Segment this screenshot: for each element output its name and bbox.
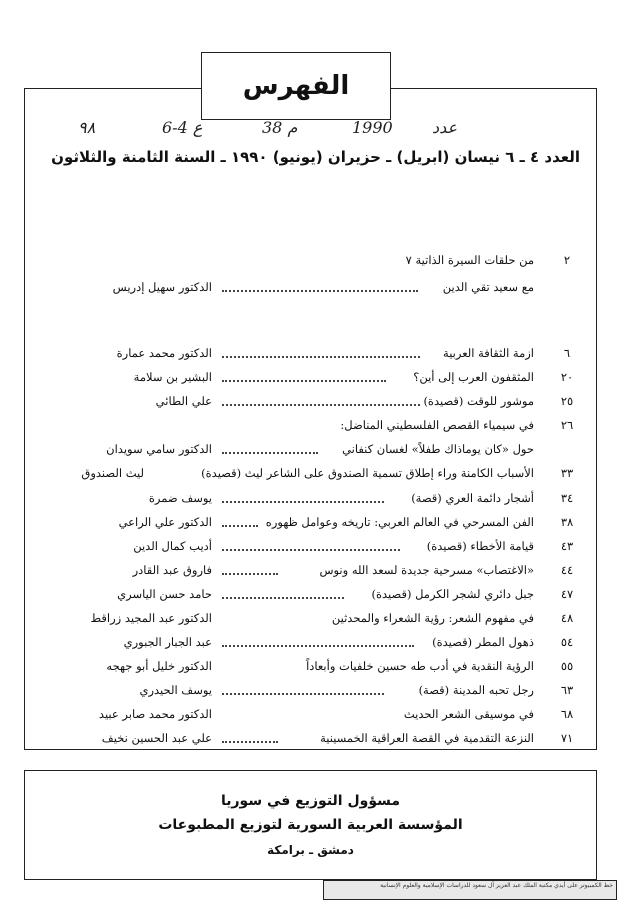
toc-row bbox=[40, 560, 580, 580]
library-stamp bbox=[323, 880, 617, 900]
handwritten-note: 38 م bbox=[262, 118, 298, 137]
issue-line: العدد ٤ ـ ٦ نيسان (ابريل) ـ حزيران (يونيو) ١٩٩٠ ـ السنة الثامنة والثلاثون bbox=[51, 148, 580, 166]
toc-author: الدكتور سهيل إدريس bbox=[112, 280, 212, 294]
toc-row bbox=[40, 367, 580, 387]
toc-author: يوسف الحيدري bbox=[139, 683, 212, 697]
toc-row bbox=[40, 512, 580, 532]
toc-author: البشير بن سلامة bbox=[133, 370, 212, 384]
leader-dots bbox=[222, 380, 386, 382]
toc-page-number: ٥٤ bbox=[560, 635, 574, 649]
toc-row bbox=[40, 415, 580, 435]
toc-title: في مفهوم الشعر: رؤية الشعراء والمحدثين bbox=[331, 611, 534, 625]
toc-author: الدكتور عبد المجيد زراقط bbox=[90, 611, 212, 625]
leader-dots bbox=[222, 597, 344, 599]
toc-author: الدكتور علي الراعي bbox=[118, 515, 212, 529]
leader-dots bbox=[222, 525, 258, 527]
handwritten-notes bbox=[70, 118, 590, 144]
toc-row bbox=[40, 391, 580, 411]
toc-page-number: ٦٨ bbox=[560, 707, 574, 721]
distribution-heading: مسؤول التوزيع في سوريا bbox=[220, 793, 401, 809]
toc-author: ليث الصندوق bbox=[81, 466, 144, 480]
toc-title: في سيمياء القصص الفلسطيني المناضل: bbox=[340, 418, 534, 432]
leader-dots bbox=[222, 404, 420, 406]
toc-row bbox=[40, 656, 580, 676]
toc-title: المثقفون العرب إلى أين؟ bbox=[413, 370, 534, 384]
toc-page-number: ٢٦ bbox=[560, 418, 574, 432]
toc-author: الدكتور سامي سويدان bbox=[106, 442, 212, 456]
toc-page-number: ٢ bbox=[563, 253, 571, 267]
toc-page-number: ٦ bbox=[563, 346, 571, 360]
toc-author: يوسف ضمرة bbox=[148, 491, 212, 505]
toc-row bbox=[40, 536, 580, 556]
distribution-box bbox=[24, 770, 597, 880]
toc-title: قيامة الأخطاء (قصيدة) bbox=[426, 539, 534, 553]
toc-page-number: ٤٧ bbox=[560, 587, 574, 601]
toc-author: أديب كمال الدين bbox=[133, 539, 212, 553]
toc-row bbox=[40, 680, 580, 700]
toc-page-number: ٤٨ bbox=[560, 611, 574, 625]
distribution-company: المؤسسة العربية السورية لتوزيع المطبوعات bbox=[158, 817, 463, 833]
toc-title: موشور للوقت (قصيدة) bbox=[423, 394, 534, 408]
toc-author: الدكتور خليل أبو جهجه bbox=[106, 659, 212, 673]
toc-page-number: ٢٥ bbox=[560, 394, 574, 408]
leader-dots bbox=[222, 693, 384, 695]
leader-dots bbox=[222, 501, 384, 503]
toc-row bbox=[40, 277, 580, 297]
toc-row bbox=[40, 704, 580, 724]
toc-title: ذهول المطر (قصيدة) bbox=[432, 635, 534, 649]
leader-dots bbox=[222, 452, 318, 454]
toc-author: علي الطائي bbox=[155, 394, 212, 408]
toc-title: في موسيقى الشعر الحديث bbox=[403, 707, 534, 721]
toc-author: الدكتور محمد عمارة bbox=[116, 346, 212, 360]
page-title: الفهرس bbox=[242, 71, 350, 101]
toc-row bbox=[40, 632, 580, 652]
toc-row bbox=[40, 439, 580, 459]
leader-dots bbox=[222, 573, 278, 575]
toc-title: من حلقات السيرة الذاتية ٧ bbox=[405, 253, 534, 267]
toc-title: أشجار دائمة العري (قصة) bbox=[411, 491, 534, 505]
title-box bbox=[201, 52, 391, 120]
toc-page-number: ٣٤ bbox=[560, 491, 574, 505]
toc-row bbox=[40, 584, 580, 604]
leader-dots bbox=[222, 549, 400, 551]
handwritten-note: 6-4 ع bbox=[162, 118, 203, 137]
handwritten-note: عدد bbox=[432, 118, 458, 137]
toc-title: جبل دائري لشجر الكرمل (قصيدة) bbox=[371, 587, 534, 601]
toc-page-number: ٧١ bbox=[560, 731, 574, 745]
distribution-location: دمشق ـ برامكة bbox=[267, 843, 354, 857]
toc-title: الرؤية النقدية في أدب طه حسين خلفيات وأبعاداً bbox=[306, 659, 534, 673]
toc-author: علي عبد الحسين نخيف bbox=[101, 731, 212, 745]
toc-title: الأسباب الكامنة وراء إطلاق تسمية الصندوق على الشاعر ليث (قصيدة) bbox=[201, 466, 534, 480]
toc-title: رجل تحبه المدينة (قصة) bbox=[418, 683, 534, 697]
toc-author: حامد حسن الياسري bbox=[117, 587, 212, 601]
toc-row bbox=[40, 343, 580, 363]
toc-page-number: ٦٣ bbox=[560, 683, 574, 697]
toc-title: مع سعيد تقي الدين bbox=[442, 280, 534, 294]
toc-title: «الاغتصاب» مسرحية جديدة لسعد الله ونوس bbox=[319, 563, 534, 577]
toc-title: النزعة التقدمية في القصة العراقية الخمسينية bbox=[320, 731, 534, 745]
leader-dots bbox=[222, 741, 278, 743]
toc-row bbox=[40, 463, 580, 483]
toc-page-number: ٣٣ bbox=[560, 466, 574, 480]
toc-page-number: ٣٨ bbox=[560, 515, 574, 529]
toc-page-number: ٢٠ bbox=[560, 370, 574, 384]
toc-row bbox=[40, 728, 580, 748]
toc-page-number: ٤٤ bbox=[560, 563, 574, 577]
toc-author: عبد الجبار الجبوري bbox=[123, 635, 212, 649]
toc-row bbox=[40, 488, 580, 508]
toc-row bbox=[40, 250, 580, 270]
library-stamp-text: خط الكمبيوتر على أيدي مكتبة الملك عبد العزيز آل سعود للدراسات الإسلامية والعلوم الإنسانية bbox=[380, 882, 613, 889]
toc-author: الدكتور محمد صابر عبيد bbox=[98, 707, 212, 721]
handwritten-note: 1990 bbox=[352, 118, 393, 137]
leader-dots bbox=[222, 645, 414, 647]
handwritten-note: ٩٨ bbox=[78, 118, 96, 137]
toc-author: فاروق عبد القادر bbox=[132, 563, 212, 577]
toc-page-number: ٥٥ bbox=[560, 659, 574, 673]
toc-title: ازمة الثقافة العربية bbox=[443, 346, 534, 360]
leader-dots bbox=[222, 356, 420, 358]
toc-page-number: ٤٣ bbox=[560, 539, 574, 553]
toc-title: الفن المسرحي في العالم العربي: تاريخه وعوامل ظهوره bbox=[265, 515, 534, 529]
toc-title: حول «كان يوماذاك طفلاً» لغسان كنفاني bbox=[342, 442, 534, 456]
leader-dots bbox=[222, 290, 418, 292]
toc-row bbox=[40, 608, 580, 628]
